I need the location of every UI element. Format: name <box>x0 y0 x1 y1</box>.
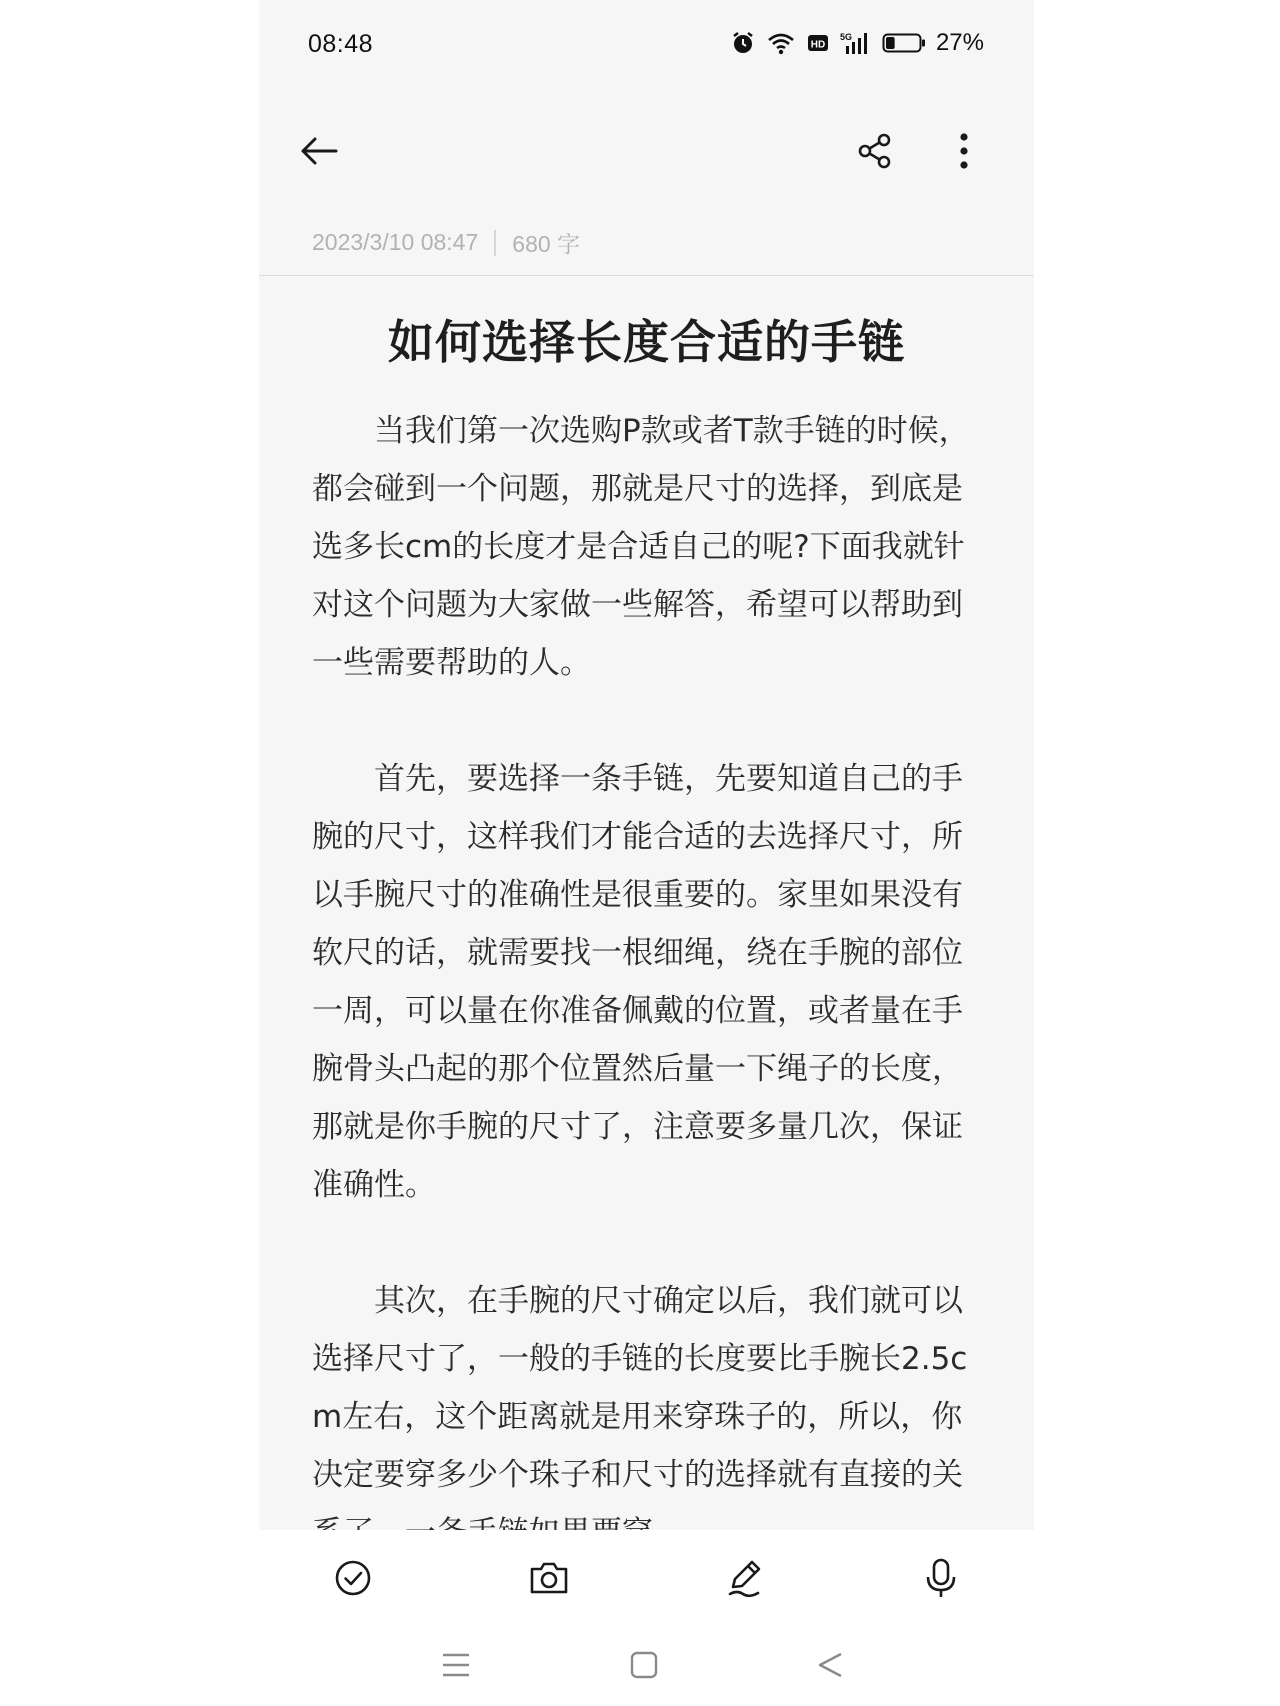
status-icons <box>730 28 984 58</box>
status-bar <box>259 0 1034 88</box>
recent-apps-button[interactable] <box>428 1642 484 1692</box>
nav-back-button[interactable] <box>803 1642 859 1692</box>
editor-toolbar <box>259 1530 1034 1630</box>
note-title[interactable]: 如何选择长度合适的手链 <box>388 315 905 369</box>
svg-text:5G: 5G <box>839 32 852 42</box>
note-toolbar <box>259 110 1034 190</box>
phone-screen <box>259 0 1034 1706</box>
share-button[interactable] <box>850 128 900 178</box>
voice-button[interactable] <box>913 1552 969 1608</box>
microphone-icon <box>923 1557 959 1603</box>
arrow-left-icon <box>299 135 339 171</box>
status-time: 08:48 <box>308 30 374 58</box>
header-divider <box>259 275 1034 276</box>
note-meta <box>312 226 580 259</box>
home-icon <box>630 1651 658 1683</box>
more-button[interactable] <box>939 128 989 178</box>
note-timestamp: 2023/3/10 08:47 <box>312 229 479 255</box>
5g-signal-icon <box>840 30 872 56</box>
battery-percent: 27% <box>935 29 984 56</box>
more-vertical-icon <box>958 131 970 175</box>
checklist-button[interactable] <box>325 1552 381 1608</box>
battery-icon <box>882 31 926 55</box>
back-triangle-icon <box>817 1651 845 1683</box>
note-body[interactable] <box>312 402 982 1530</box>
camera-button[interactable] <box>521 1552 577 1608</box>
menu-icon <box>441 1652 471 1682</box>
hd-icon <box>806 31 830 55</box>
handwriting-icon <box>725 1557 765 1603</box>
checklist-icon <box>333 1558 373 1602</box>
wifi-icon <box>766 30 796 56</box>
word-count: 680 字 <box>512 231 581 257</box>
handwriting-button[interactable] <box>717 1552 773 1608</box>
svg-text:HD: HD <box>810 39 826 51</box>
back-button[interactable] <box>294 128 344 178</box>
note-paragraph: 其次，在手腕的尺寸确定以后，我们就可以选择尺寸了，一般的手链的长度要比手腕长2.5cm左右，这个距离就是用来穿珠子的，所以，你决定要穿多少个珠子和尺寸的选择就有直接的关 <box>312 1283 968 1493</box>
home-button[interactable] <box>616 1642 672 1692</box>
camera-icon <box>528 1559 570 1601</box>
alarm-icon <box>730 30 756 56</box>
meta-separator <box>494 230 496 256</box>
note-paragraph: 当我们第一次选购P款或者T款手链的时候，都会碰到一个问题，那就是尺寸的选择，到底是选多长cm的长度才是合适自己的呢?下面我就针对这个问题为大家做一些解答，希望可以帮助到一些需要帮助的人。 <box>312 413 970 681</box>
share-icon <box>855 131 895 175</box>
system-nav-bar <box>259 1630 1034 1706</box>
note-paragraph: 首先，要选择一条手链，先要知道自己的手腕的尺寸，这样我们才能合适的去选择尺寸，所以手腕尺寸的准确性是很重要的。家里如果没有软尺的话，就需要找一根细绳，绕在手腕的部位一周，可以量在你准备佩戴的位置，或者量在手腕骨头凸起的那个位置然后量一下绳子的长度，那就是你手腕的尺寸了，注意要多量几次，保证准确性。 <box>312 761 963 1203</box>
